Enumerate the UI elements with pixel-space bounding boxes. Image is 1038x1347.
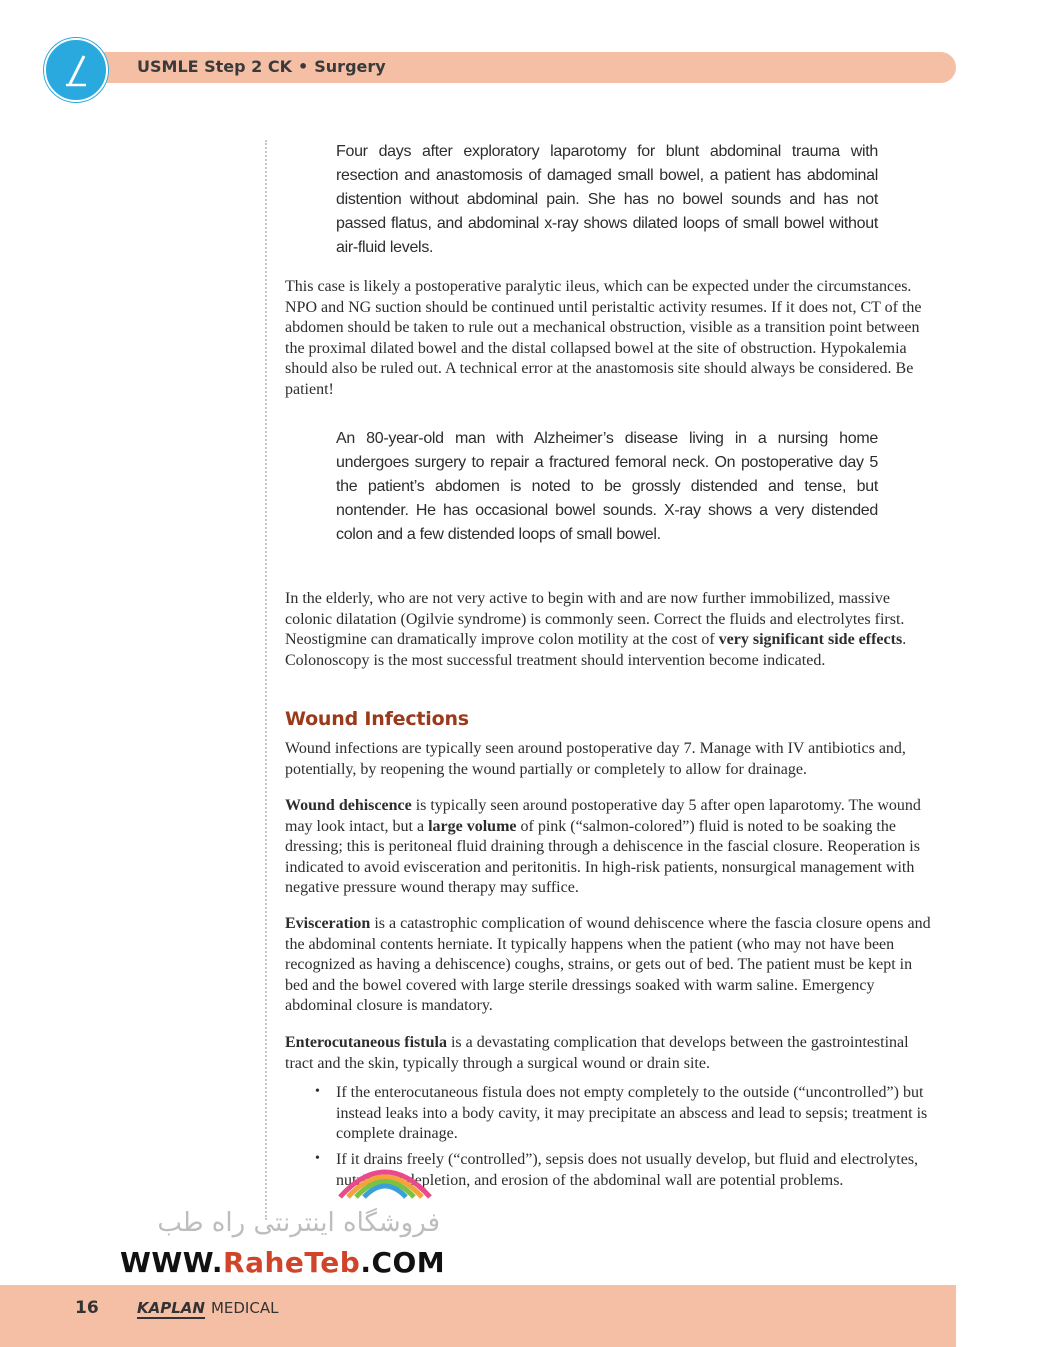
clinical-vignette: An 80-year-old man with Alzheimer’s disease living in a nursing home undergoes surgery to repair a fractured femoral neck. On postoperative day 5 the patient’s abdomen is noted to be grossly distended and tense, but nontender. He has occasional bowel sounds. X-ray shows a very distended colon and a few distended loops of small bowel.	[336, 430, 878, 543]
section-heading: Wound Infections	[285, 708, 469, 730]
brand-suffix: MEDICAL	[210, 1299, 279, 1317]
list-item: If the enterocutaneous fistula does not empty completely to the outside (“uncontrolled”) but instead leaks into a body cavity, it may precipitate an abscess and lead to sepsis; treatment is complete drainage.	[336, 1084, 928, 1143]
brand-name: KAPLAN	[137, 1299, 205, 1317]
text-run: is typically seen around postoperative day 5 after open laparotomy. The wound may look intact, but a	[285, 797, 921, 835]
wound-infection-paragraph: Wound infections are typically seen around postoperative day 7. Manage with IV antibiotics and, potentially, by reopening the wound partially or completely to allow for drainage.	[285, 740, 906, 778]
pen-logo-icon	[44, 38, 108, 102]
ogilvie-paragraph	[285, 589, 933, 671]
margin-rule	[265, 140, 267, 1220]
bullet-icon: •	[315, 1084, 320, 1099]
text-run: . Colonoscopy is the most successful treatment should intervention become indicated.	[285, 631, 907, 669]
url-accent: RaheTeb	[223, 1246, 361, 1279]
watermark-url	[120, 1246, 445, 1279]
watermark-rainbow-icon	[330, 1152, 440, 1202]
dehiscence-paragraph	[285, 796, 933, 899]
evisceration-paragraph	[285, 914, 933, 1017]
text-run: is a catastrophic complication of wound dehiscence where the fascia closure opens and the abdominal contents herniate. It typically happens when the patient (who may not have been recognized as having a dehiscence) coughs, strains, or gets out of bed. The patient must be kept in bed and the bowel covered with large sterile dressings soaked with warm saline. Emergency abdominal closure is mandatory.	[285, 915, 931, 1015]
bold-term: Enterocutaneous fistula	[285, 1034, 447, 1051]
bold-term: Wound dehiscence	[285, 797, 412, 814]
page-number: 16	[75, 1298, 99, 1318]
bullet-icon: •	[315, 1151, 320, 1166]
text-run: In the elderly, who are not very active to begin with and are now further immobilized, massive colonic dilatation (Ogilvie syndrome) is commonly seen. Correct the fluids and electrolytes first. Neostigmine can dramatically improve colon motility at the cost of	[285, 590, 905, 649]
text-run: is a devastating complication that develops between the gastrointestinal tract and the skin, typically through a surgical wound or drain site.	[285, 1034, 909, 1072]
header-separator: •	[298, 57, 309, 76]
watermark-persian-text: فروشگاه اینترنتی راه طب	[157, 1208, 440, 1238]
ileus-paragraph: This case is likely a postoperative paralytic ileus, which can be expected under the circumstances. NPO and NG suction should be continued until peristaltic activity resumes. If it does not, CT of the abdomen should be taken to rule out a mechanical obstruction, visible as a transition point between the proximal dilated bowel and the distal collapsed bowel at the site of obstruction. Hypokalemia should also be ruled out. A technical error at the anastomosis site should always be considered. Be patient!	[285, 278, 922, 398]
subject-title: Surgery	[314, 57, 386, 76]
bold-term: very significant side effects	[718, 631, 903, 649]
url-prefix: WWW.	[120, 1246, 224, 1279]
bold-term: large volume	[428, 817, 517, 835]
publisher-logo	[137, 1299, 278, 1317]
text-run: of pink (“salmon-colored”) fluid is noted to be soaking the dressing; this is peritoneal fluid draining through a dehiscence in the fascial closure. Reoperation is indicated to avoid evisceration and peritonitis. In high-risk patients, nonsurgical management with negative pressure wound therapy may suffice.	[285, 817, 920, 897]
book-title: USMLE Step 2 CK	[137, 57, 293, 76]
fistula-paragraph	[285, 1033, 933, 1074]
url-suffix: .COM	[360, 1246, 446, 1279]
bold-term: Evisceration	[285, 915, 371, 932]
clinical-vignette: Four days after exploratory laparotomy for blunt abdominal trauma with resection and anastomosis of damaged small bowel, a patient has abdominal distention without abdominal pain. She has no bowel sounds and has not passed flatus, and abdominal x-ray shows dilated loops of small bowel without air-fluid levels.	[336, 143, 878, 256]
running-header	[137, 57, 386, 76]
list-item: If it drains freely (“controlled”), sepsis does not usually develop, but fluid and electrolytes, nutritional depletion, and erosion of the abdominal wall are potential problems.	[336, 1151, 919, 1189]
